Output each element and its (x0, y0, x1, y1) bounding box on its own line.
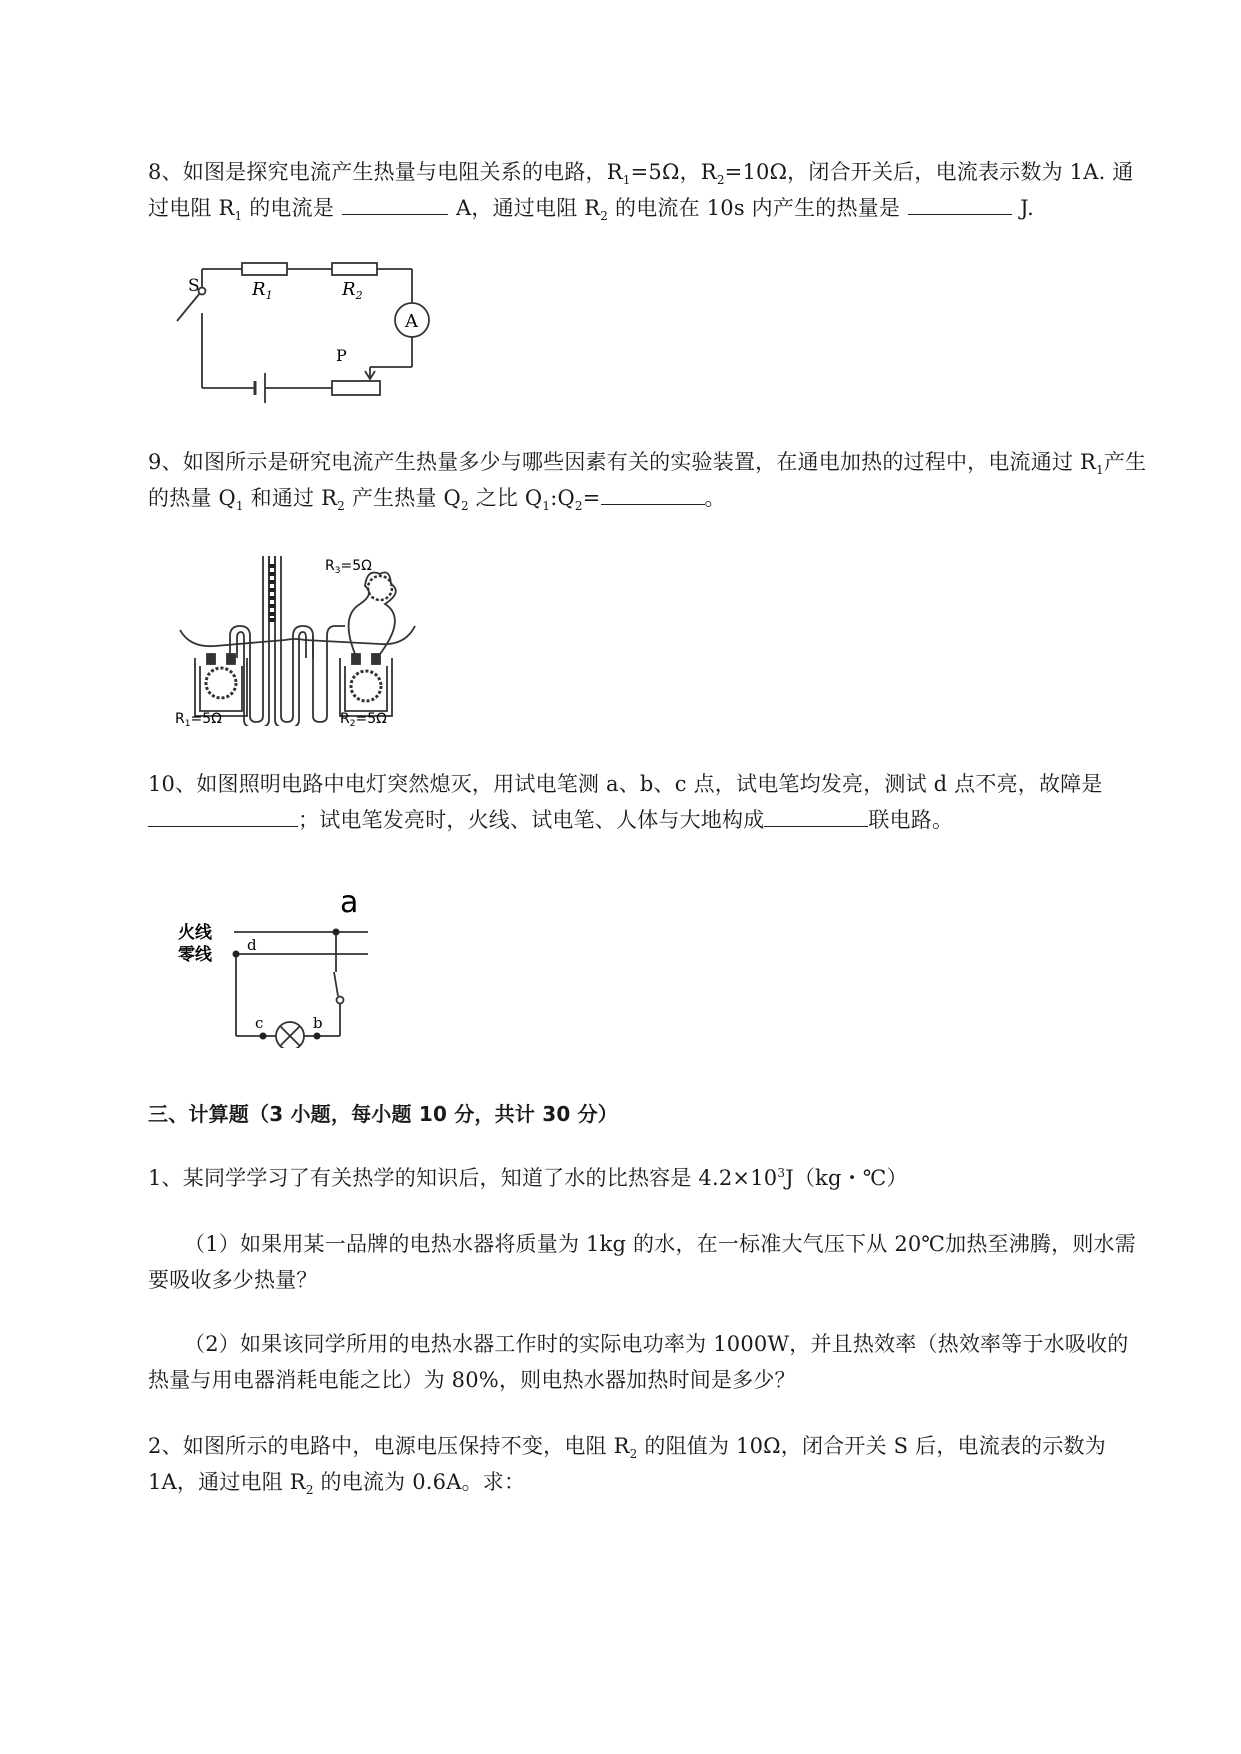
answer-blank-q8-heat[interactable] (908, 192, 1012, 215)
rheostat (332, 381, 380, 395)
question-9: 9、如图所示是研究电流产生热量多少与哪些因素有关的实验装置，在通电加热的过程中，电流通过 $R_1$产生的热量 $Q_1$ 和通过 $R_2$ 产生热量 $Q_2$ 之比 $Q_1:Q_2=$ 。 (148, 450, 1147, 514)
live-label: 火线 (178, 923, 212, 943)
r1-label: $R_1=5\Omega$ (175, 711, 222, 726)
point-d-label: d (247, 936, 257, 954)
r1-label: $R_1$ (252, 279, 273, 302)
resistor-r2 (332, 263, 377, 275)
answer-blank-q9-ratio[interactable] (601, 482, 705, 505)
answer-blank-q10-type[interactable] (764, 804, 868, 827)
neutral-label: 零线 (178, 945, 212, 965)
question-10: 10、如图照明电路中电灯突然熄灭，用试电笔测 a、b、c 点，试电笔均发亮，测试 d 点不亮，故障是；试电笔发亮时，火线、试电笔、人体与大地构成 联电路。 (148, 772, 1103, 832)
r2-label: $R_2=5\Omega$ (340, 711, 387, 726)
slider-label: P (336, 346, 347, 365)
calc-question-1: 1、某同学学习了有关热学的知识后，知道了水的比热容是 $4.2\times 10^3J(kg$・℃） (148, 1166, 908, 1190)
question-8: 8、如图是探究电流产生热量与电阻关系的电路，$R_1=5\Omega$，$R_2=10\Omega$，闭合开关后，电流表示数为 1A. 通过电阻 $R_1$ 的电流是 A，通过电阻 $R_2$ 的电流在 10s 内产生的热量是 J. (148, 160, 1134, 224)
calc-question-1-part-2: （2）如果该同学所用的电热水器工作时的实际电功率为 1000W，并且热效率（热效率等于水吸收的热量与用电器消耗电能之比）为 80%，则电热水器加热时间是多少？ (148, 1332, 1129, 1392)
figure-8-circuit (170, 255, 440, 415)
point-c-label: c (255, 1014, 264, 1032)
point-a-label: a (340, 888, 359, 920)
calc-question-2: 2、如图所示的电路中，电源电压保持不变，电阻 $R_2$ 的阻值为 10Ω，闭合开关 S 后，电流表的示数为 1A，通过电阻 $R_2$ 的电流为 0.6A。求： (148, 1434, 1106, 1498)
answer-blank-q8-current[interactable] (342, 192, 448, 215)
r2-label: $R_2$ (342, 279, 363, 302)
section-3-heading: 三、计算题（3 小题，每小题 10 分，共计 30 分） (148, 1102, 618, 1126)
answer-blank-q10-fault[interactable] (148, 804, 298, 827)
resistor-r1 (242, 263, 287, 275)
calc-question-1-part-1: （1）如果用某一品牌的电热水器将质量为 1kg 的水，在一标准大气压下从 20℃加热至沸腾，则水需要吸收多少热量？ (148, 1232, 1136, 1292)
figure-9-apparatus (175, 556, 425, 726)
switch-blade (334, 972, 338, 996)
q8-text: 8、如图是探究电流产生热量与电阻关系的电路，R (148, 160, 623, 184)
switch-blade (177, 293, 200, 321)
ammeter-label: A (405, 311, 418, 332)
r3-label: $R_3=5\Omega$ (325, 558, 372, 576)
figure-10-lighting-circuit (178, 888, 378, 1048)
switch-label: S (188, 276, 200, 296)
point-b-label: b (313, 1014, 323, 1032)
